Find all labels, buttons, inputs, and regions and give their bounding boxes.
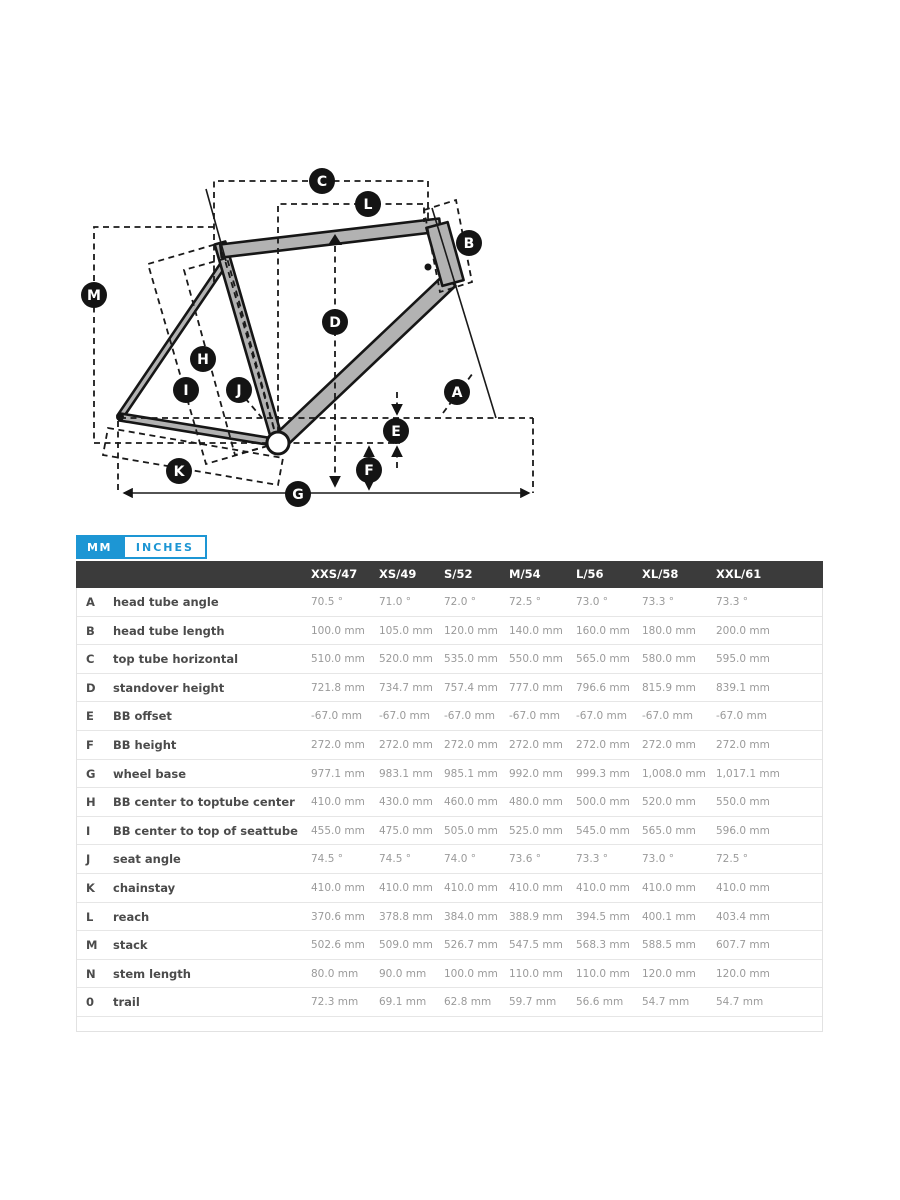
cell-value: 815.9 mm bbox=[642, 681, 696, 694]
table-row bbox=[77, 988, 822, 1017]
cell-value: 388.9 mm bbox=[509, 910, 563, 923]
row-key: A bbox=[86, 595, 95, 609]
row-label: BB center to top of seattube bbox=[113, 823, 298, 838]
cell-value: 105.0 mm bbox=[379, 624, 433, 637]
diagram-marker-M bbox=[81, 282, 107, 308]
row-label: top tube horizontal bbox=[113, 652, 239, 667]
cell-value: 272.0 mm bbox=[576, 738, 630, 751]
cell-value: 272.0 mm bbox=[444, 738, 498, 751]
row-key: M bbox=[86, 938, 98, 953]
row-label: standover height bbox=[113, 680, 225, 695]
table-row bbox=[77, 617, 822, 646]
cell-value: 509.0 mm bbox=[379, 939, 433, 952]
row-label: BB center to toptube center bbox=[113, 795, 295, 810]
cell-value: 526.7 mm bbox=[444, 939, 498, 952]
cell-value: -67.0 mm bbox=[716, 710, 767, 723]
cell-value: 550.0 mm bbox=[716, 796, 770, 809]
row-key: 0 bbox=[86, 995, 95, 1010]
cell-value: 110.0 mm bbox=[509, 967, 563, 980]
row-key: N bbox=[86, 966, 96, 981]
cell-value: 54.7 mm bbox=[716, 996, 764, 1009]
cell-value: 734.7 mm bbox=[379, 681, 433, 694]
cell-value: 455.0 mm bbox=[311, 824, 365, 837]
cell-value: 180.0 mm bbox=[642, 624, 696, 637]
diagram-marker-A bbox=[444, 379, 470, 405]
table-row bbox=[77, 817, 822, 846]
table-row bbox=[77, 674, 822, 703]
cell-value: 272.0 mm bbox=[716, 738, 770, 751]
cell-value: 272.0 mm bbox=[379, 738, 433, 751]
cell-value: 73.0 ° bbox=[576, 596, 608, 608]
cell-value: 272.0 mm bbox=[509, 738, 563, 751]
row-key: D bbox=[86, 680, 96, 695]
cell-value: 550.0 mm bbox=[509, 653, 563, 666]
bottom-bracket bbox=[267, 432, 289, 454]
bike-geometry-diagram bbox=[75, 155, 545, 515]
cell-value: 992.0 mm bbox=[509, 767, 563, 780]
row-key: E bbox=[86, 709, 94, 724]
cell-value: 588.5 mm bbox=[642, 939, 696, 952]
svg-text:B: B bbox=[463, 236, 475, 252]
column-header: XXL/61 bbox=[716, 567, 762, 581]
cell-value: 200.0 mm bbox=[716, 624, 770, 637]
cell-value: 410.0 mm bbox=[311, 796, 365, 809]
cell-value: 73.0 ° bbox=[642, 853, 674, 866]
cell-value: 72.3 mm bbox=[311, 996, 359, 1009]
row-label: chainstay bbox=[113, 880, 176, 895]
row-key: F bbox=[86, 737, 94, 752]
cell-value: 410.0 mm bbox=[311, 881, 365, 894]
diagram-marker-F bbox=[356, 457, 382, 483]
cell-value: 120.0 mm bbox=[444, 624, 498, 637]
cell-value: 74.5 ° bbox=[379, 853, 411, 866]
row-key: B bbox=[86, 623, 95, 638]
cell-value: 565.0 mm bbox=[642, 824, 696, 837]
cell-value: 520.0 mm bbox=[642, 796, 696, 809]
column-header: L/56 bbox=[576, 567, 604, 581]
cell-value: 72.5 ° bbox=[716, 853, 748, 866]
table-row bbox=[77, 960, 822, 989]
svg-text:J: J bbox=[236, 383, 242, 399]
cell-value: 510.0 mm bbox=[311, 653, 365, 666]
svg-text:C: C bbox=[316, 174, 328, 190]
cell-value: 596.0 mm bbox=[716, 824, 770, 837]
cell-value: 1,008.0 mm bbox=[642, 767, 706, 780]
cell-value: 400.1 mm bbox=[642, 910, 696, 923]
cell-value: 977.1 mm bbox=[311, 767, 365, 780]
diagram-marker-D bbox=[322, 309, 348, 335]
cell-value: 777.0 mm bbox=[509, 681, 563, 694]
svg-text:G: G bbox=[292, 487, 304, 503]
cell-value: 73.6 ° bbox=[509, 853, 541, 866]
svg-text:L: L bbox=[363, 197, 373, 213]
cell-value: 568.3 mm bbox=[576, 939, 630, 952]
cell-value: 721.8 mm bbox=[311, 681, 365, 694]
cell-value: 272.0 mm bbox=[311, 738, 365, 751]
cell-value: 378.8 mm bbox=[379, 910, 433, 923]
cell-value: 525.0 mm bbox=[509, 824, 563, 837]
diagram-marker-K bbox=[166, 458, 192, 484]
cell-value: 54.7 mm bbox=[642, 996, 690, 1009]
column-header: XXS/47 bbox=[311, 567, 358, 581]
cell-value: 460.0 mm bbox=[444, 796, 498, 809]
column-header: XS/49 bbox=[379, 567, 417, 581]
cell-value: 547.5 mm bbox=[509, 939, 563, 952]
cell-value: 56.6 mm bbox=[576, 996, 624, 1009]
cell-value: 565.0 mm bbox=[576, 653, 630, 666]
table-row bbox=[77, 645, 822, 674]
cell-value: 90.0 mm bbox=[379, 967, 427, 980]
table-row bbox=[77, 903, 822, 932]
table-header bbox=[76, 561, 823, 588]
cell-value: 69.1 mm bbox=[379, 996, 427, 1009]
svg-text:M: M bbox=[87, 288, 101, 304]
cell-value: 59.7 mm bbox=[509, 996, 557, 1009]
row-label: stack bbox=[113, 938, 148, 953]
diagram-marker-L bbox=[355, 191, 381, 217]
table-body bbox=[77, 588, 822, 1017]
table-row bbox=[77, 845, 822, 874]
cell-value: 985.1 mm bbox=[444, 767, 498, 780]
headtube-dot bbox=[425, 264, 432, 271]
table-row bbox=[77, 731, 822, 760]
cell-value: 70.5 ° bbox=[311, 596, 343, 608]
unit-tabs bbox=[76, 535, 207, 559]
cell-value: 535.0 mm bbox=[444, 653, 498, 666]
svg-text:I: I bbox=[183, 383, 189, 399]
cell-value: -67.0 mm bbox=[509, 710, 560, 723]
table-row bbox=[77, 874, 822, 903]
cell-value: 100.0 mm bbox=[311, 624, 365, 637]
cell-value: 410.0 mm bbox=[642, 881, 696, 894]
diagram-marker-B bbox=[456, 230, 482, 256]
cell-value: 595.0 mm bbox=[716, 653, 770, 666]
row-key: C bbox=[86, 652, 95, 667]
svg-text:H: H bbox=[197, 352, 209, 368]
cell-value: 120.0 mm bbox=[642, 967, 696, 980]
row-label: trail bbox=[113, 995, 140, 1010]
tab-inches[interactable]: INCHES bbox=[123, 535, 207, 559]
cell-value: 72.0 ° bbox=[444, 596, 476, 608]
cell-value: 370.6 mm bbox=[311, 910, 365, 923]
cell-value: -67.0 mm bbox=[444, 710, 495, 723]
cell-value: 140.0 mm bbox=[509, 624, 563, 637]
cell-value: 160.0 mm bbox=[576, 624, 630, 637]
svg-text:D: D bbox=[329, 315, 341, 331]
cell-value: 410.0 mm bbox=[379, 881, 433, 894]
cell-value: 545.0 mm bbox=[576, 824, 630, 837]
svg-text:E: E bbox=[391, 424, 401, 440]
cell-value: 983.1 mm bbox=[379, 767, 433, 780]
diagram-marker-C bbox=[309, 168, 335, 194]
column-header: XL/58 bbox=[642, 567, 679, 581]
cell-value: 580.0 mm bbox=[642, 653, 696, 666]
cell-value: 480.0 mm bbox=[509, 796, 563, 809]
cell-value: 410.0 mm bbox=[716, 881, 770, 894]
cell-value: 73.3 ° bbox=[576, 853, 608, 866]
row-key: L bbox=[86, 909, 94, 924]
cell-value: 999.3 mm bbox=[576, 767, 630, 780]
column-header: S/52 bbox=[444, 567, 473, 581]
table-row bbox=[77, 702, 822, 731]
cell-value: 505.0 mm bbox=[444, 824, 498, 837]
row-key: H bbox=[86, 795, 96, 810]
cell-value: 410.0 mm bbox=[576, 881, 630, 894]
cell-value: 475.0 mm bbox=[379, 824, 433, 837]
table-row bbox=[77, 760, 822, 789]
row-key: G bbox=[86, 766, 96, 781]
row-label: stem length bbox=[113, 966, 191, 981]
column-header: M/54 bbox=[509, 567, 541, 581]
cell-value: 62.8 mm bbox=[444, 996, 492, 1009]
cell-value: 80.0 mm bbox=[311, 967, 359, 980]
cell-value: 72.5 ° bbox=[509, 596, 541, 608]
cell-value: 403.4 mm bbox=[716, 910, 770, 923]
cell-value: 796.6 mm bbox=[576, 681, 630, 694]
cell-value: 74.0 ° bbox=[444, 853, 476, 866]
tab-mm[interactable]: MM bbox=[76, 535, 123, 559]
cell-value: 1,017.1 mm bbox=[716, 767, 780, 780]
cell-value: 74.5 ° bbox=[311, 853, 343, 866]
diagram-marker-G bbox=[285, 481, 311, 507]
row-label: seat angle bbox=[113, 852, 181, 867]
cell-value: 502.6 mm bbox=[311, 939, 365, 952]
row-key: J bbox=[86, 852, 91, 867]
cell-value: 500.0 mm bbox=[576, 796, 630, 809]
svg-text:K: K bbox=[173, 464, 185, 480]
rear-dropout bbox=[116, 413, 124, 421]
cell-value: 410.0 mm bbox=[509, 881, 563, 894]
cell-value: 410.0 mm bbox=[444, 881, 498, 894]
table-row bbox=[77, 588, 822, 617]
cell-value: -67.0 mm bbox=[642, 710, 693, 723]
cell-value: 757.4 mm bbox=[444, 681, 498, 694]
geometry-table bbox=[76, 561, 823, 1032]
cell-value: 520.0 mm bbox=[379, 653, 433, 666]
cell-value: 839.1 mm bbox=[716, 681, 770, 694]
row-key: K bbox=[86, 880, 95, 895]
row-label: wheel base bbox=[113, 766, 186, 781]
row-label: head tube length bbox=[113, 623, 225, 638]
table-row bbox=[77, 931, 822, 960]
row-label: head tube angle bbox=[113, 595, 219, 609]
cell-value: 607.7 mm bbox=[716, 939, 770, 952]
cell-value: 272.0 mm bbox=[642, 738, 696, 751]
table-row bbox=[77, 788, 822, 817]
row-label: BB height bbox=[113, 737, 177, 752]
svg-text:F: F bbox=[364, 463, 374, 479]
diagram-marker-H bbox=[190, 346, 216, 372]
cell-value: 120.0 mm bbox=[716, 967, 770, 980]
cell-value: 100.0 mm bbox=[444, 967, 498, 980]
cell-value: 71.0 ° bbox=[379, 596, 411, 608]
cell-value: 384.0 mm bbox=[444, 910, 498, 923]
cell-value: -67.0 mm bbox=[311, 710, 362, 723]
row-label: reach bbox=[113, 909, 150, 924]
cell-value: -67.0 mm bbox=[576, 710, 627, 723]
row-key: I bbox=[86, 823, 91, 838]
svg-text:A: A bbox=[451, 385, 463, 401]
cell-value: 73.3 ° bbox=[642, 596, 674, 608]
cell-value: 110.0 mm bbox=[576, 967, 630, 980]
cell-value: 430.0 mm bbox=[379, 796, 433, 809]
cell-value: -67.0 mm bbox=[379, 710, 430, 723]
diagram-marker-J bbox=[226, 377, 252, 403]
diagram-marker-E bbox=[383, 418, 409, 444]
measurement-lines bbox=[94, 181, 533, 493]
row-label: BB offset bbox=[113, 709, 172, 724]
cell-value: 73.3 ° bbox=[716, 596, 748, 608]
diagram-marker-I bbox=[173, 377, 199, 403]
cell-value: 394.5 mm bbox=[576, 910, 630, 923]
